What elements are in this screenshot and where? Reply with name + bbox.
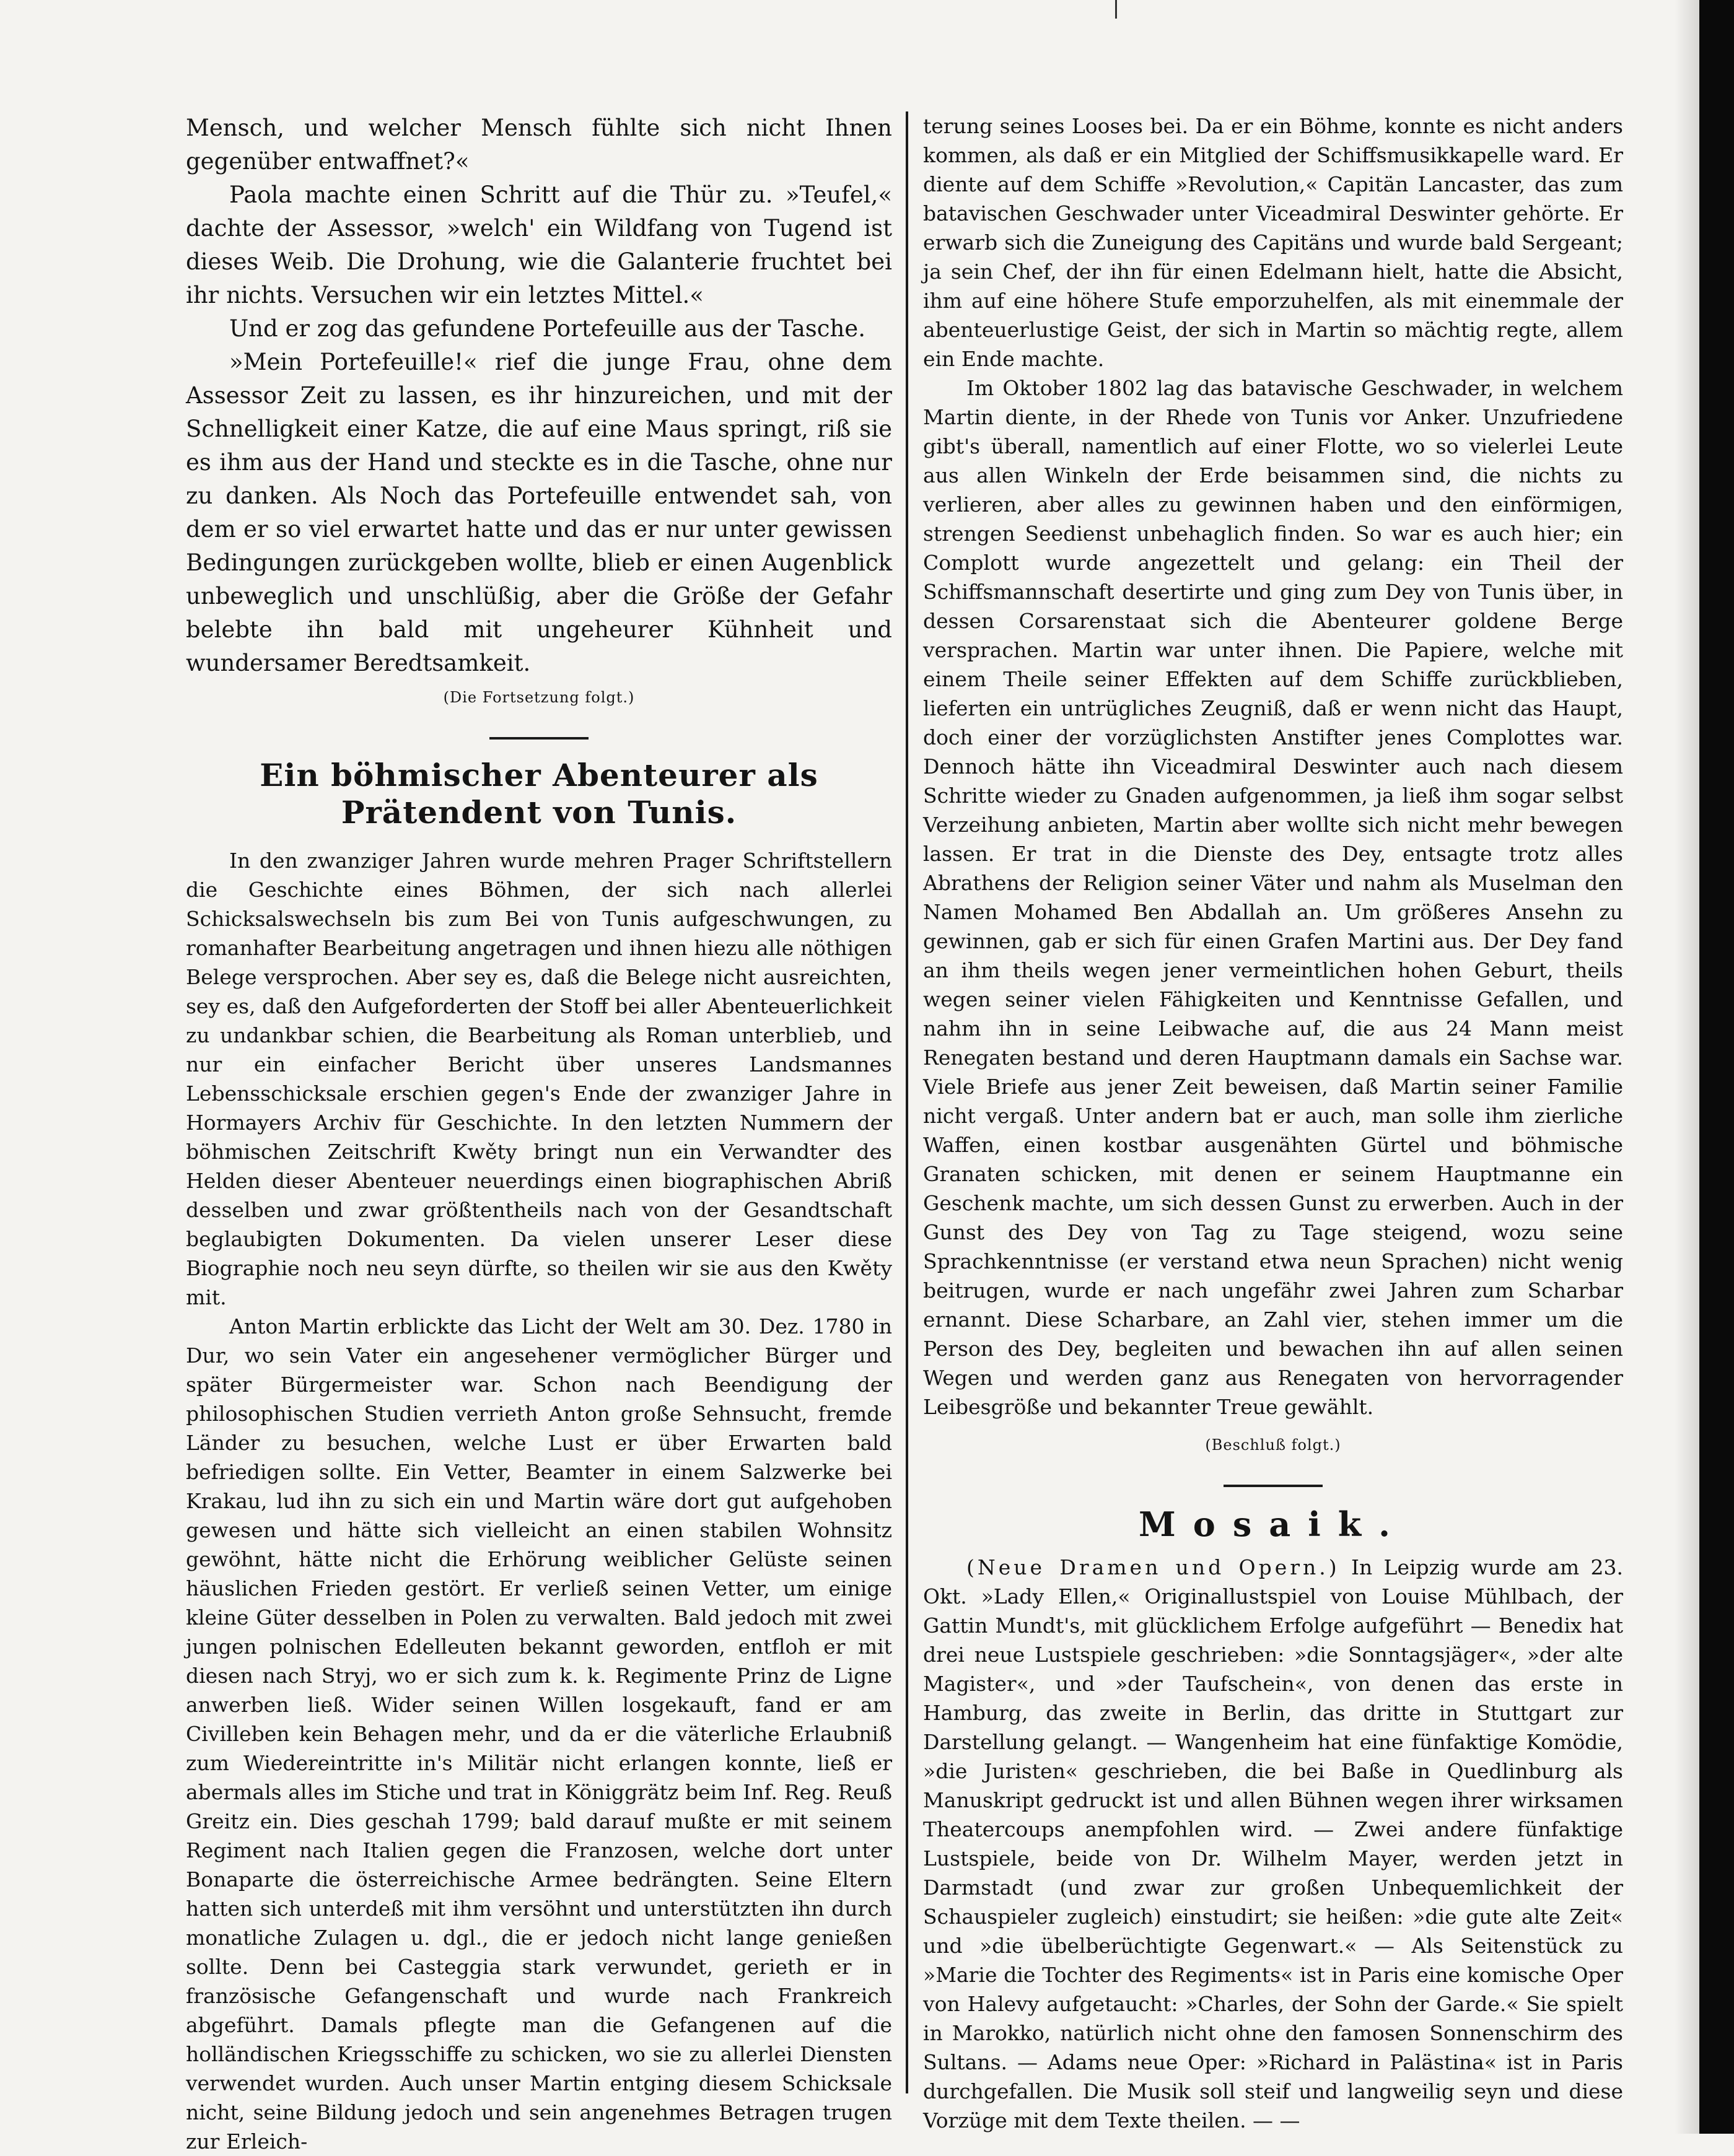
story-paragraph: Mensch, und welcher Mensch fühlte sich nicht Ihnen gegenüber entwaffnet?« [186,115,892,175]
page-shadow [1675,0,1699,2134]
article-paragraph: Im Oktober 1802 lag das batavische Geschwader, in welchem Martin diente, in der Rhede von Tunis vor Anker. Unzufriedene gibt's überall, namentlich auf einer Flotte, wo so vielerlei Leute aus allen Winkeln der Erde beisammen sind, die nichts zu verlieren, aber alles zu gewinnen haben und den einförmigen, strengen Seedienst unbehaglich finden. So war es auch hier; ein Complott wurde angezettelt und gelang: ein Theil der Schiffsmannschaft desertirte und ging zum Dey von Tunis über, in dessen Corsarenstaat sich die Abenteurer goldene Berge versprachen. Martin war unter ihnen. Die Papiere, welche mit einem Theile seiner Effekten auf dem Schiffe zurückblieben, lieferten ein untrügliches Zeugniß, daß er wenn nicht das Haupt, doch einer der vorzüglichsten Anstifter jenes Complottes war. Dennoch hätte ihn Viceadmiral Deswinter auch nach diesem Schritte wieder zu Gnaden aufgenommen, ja ließ ihm sogar selbst Verzeihung anbieten, Martin aber wollte sich nicht mehr bewegen lassen. Er trat in die Dienste des Dey, entsagte trotz alles Abrathens der Religion seiner Väter und nahm als Muselman den Namen Mohamed Ben Abdallah an. Um größeres Ansehn zu gewinnen, gab er sich für einen Grafen Martini aus. Der Dey fand an ihm theils wegen jener vermeintlichen hohen Geburt, theils wegen seiner vielen Fähigkeiten und Kenntnisse Gefallen, und nahm ihn in seine Leibwache auf, die aus 24 Mann meist Renegaten bestand und deren Hauptmann damals ein Sachse war. Viele Briefe aus jener Zeit beweisen, daß Martin seiner Familie nicht vergaß. Unter andern bat er auch, man solle ihm zierliche Waffen, einen kostbar ausgenähten Gürtel und böhmische Granaten schicken, mit denen er seinem Hauptmanne ein Geschenk machte, um sich dessen Gunst zu erwerben. Auch in der Gunst des Dey von Tag zu Tage steigend, wozu seine Sprachkenntnisse (er verstand etwa neun Sprachen) nicht wenig beitrugen, wurde er nach ungefähr zwei Jahren zum Scharbar ernannt. Diese Scharbare, an Zahl vier, stehen immer um die Person des Dey, begleiten und bewachen ihn auf allen seinen Wegen und werden ganz aus Renegaten von hervorragender Leibesgröße und bekannter Treue gewählt. [923,376,1623,1419]
article-paragraph: terung seines Looses bei. Da er ein Böhme, konnte es nicht anders kommen, als daß er ein Mitglied der Schiffsmusikkapelle ward. Er diente auf dem Schiffe »Revolution,« Capitän Lancaster, das zum batavischen Geschwader unter Viceadmiral Deswinter gehörte. Er erwarb sich die Zuneigung des Capitäns und wurde bald Sergeant; ja sein Chef, der ihn für einen Edelmann hielt, hatte die Absicht, ihm auf eine höhere Stufe emporzuhelfen, als mit einemmale der abenteuerlustige Geist, der sich in Martin so mächtig regte, allem ein Ende machte. [923,114,1623,371]
conclusion-note: (Beschluß folgt.) [1205,1436,1341,1454]
section-rule [1224,1485,1323,1487]
column-divider [906,111,908,2093]
article-title: Ein böhmischer Abenteurer als Prätendent von Tunis. [260,757,818,831]
continuation-note: (Die Fortsetzung folgt.) [443,689,635,706]
article-paragraph: Anton Martin erblickte das Licht der Welt am 30. Dez. 1780 in Dur, wo sein Vater ein angesehener vermöglicher Bürger und später Bürgermeister war. Schon nach Beendigung der philosophischen Studien verrieth Anton große Sehnsucht, fremde Länder zu besuchen, welche Lust er über Erwarten bald befriedigen sollte. Ein Vetter, Beamter in einem Salzwerke bei Krakau, lud ihn zu sich ein und Martin wäre dort gut aufgehoben gewesen und hätte sich vielleicht an einen stabilen Wohnsitz gewöhnt, hätte nicht die Erhörung weiblicher Gelüste seinen häuslichen Frieden gestört. Er verließ seinen Vetter, um einige kleine Güter desselben in Polen zu verwalten. Bald jedoch mit zwei jungen polnischen Edelleuten bekannt geworden, entfloh er mit diesen nach Stryj, wo er sich zum k. k. Regimente Prinz de Ligne anwerben ließ. Wider seinen Willen losgekauft, fand er am Civilleben kein Behagen mehr, und da er die väterliche Erlaubniß zum Wiedereintritte in's Militär nicht erlangen konnte, ließ er abermals alles im Stiche und trat in Königgrätz beim Inf. Reg. Reuß Greitz ein. Dies geschah 1799; bald darauf mußte er mit seinem Regiment nach Italien gegen die Franzosen, welche dort unter Bonaparte die österreichische Armee bedrängten. Seine Eltern hatten sich unterdeß mit ihm versöhnt und unterstützten ihn durch monatliche Zulagen u. dgl., die er jedoch nicht lange genießen sollte. Denn bei Casteggia stark verwundet, gerieth er in französische Gefangenschaft und wurde nach Frankreich abgeführt. Damals pflegte man die Gefangenen auf die holländischen Kriegsschiffe zu schicken, wo sie zu allerlei Diensten verwendet wurden. Auch unser Martin entging diesem Schicksale nicht, seine Bildung jedoch und sein angenehmes Betragen trugen zur Erleich- [186,1314,892,2154]
scan-edge [1699,0,1734,2134]
section-rule [489,737,589,740]
story-paragraph: Paola machte einen Schritt auf die Thür zu. »Teufel,« dachte der Assessor, »welch' ein Wildfang von Tugend ist dieses Weib. Die Drohung, wie die Galanterie fruchtet bei ihr nichts. Versuchen wir ein letztes Mittel.« [186,181,892,308]
mosaic-title: Mosaik. [1139,1504,1408,1544]
mosaic-text: In Leipzig wurde am 23. Okt. »Lady Ellen,« Originallustspiel von Louise Mühlbach, der Gattin Mundt's, mit glücklichem Erfolge aufgeführt — Benedix hat drei neue Lustspiele geschrieben: »die Sonntagsjäger«, »der alte Magister«, und »der Taufschein«, von denen das erste in Hamburg, das zweite in Berlin, das dritte in Stuttgart zur Darstellung gelangt. — Wangenheim hat eine fünfaktige Komödie, »die Juristen« geschrieben, die bei Baße in Quedlinburg als Manuskript gedruckt ist und allen Bühnen wegen ihrer wirksamen Theatercoups anempfohlen wird. — Zwei andere fünfaktige Lustspiele, beide von Dr. Wilhelm Mayer, werden jetzt in Darmstadt (und zwar zur großen Unbequemlichkeit der Schauspieler zugleich) einstudirt; sie heißen: »die gute alte Zeit« und »die übelberüchtigte Gegenwart.« — Als Seitenstück zu »Marie die Tochter des Regiments« ist in Paris eine komische Oper von Halevy aufgetaucht: »Charles, der Sohn der Garde.« Sie spielt in Marokko, natürlich nicht ohne den famosen Sonnenschirm des Sultans. — Adams neue Oper: »Richard in Palästina« ist in Paris durchgefallen. Die Musik soll steif und langweilig seyn und diese Vorzüge mit dem Texte theilen. — — [923,1555,1623,2132]
story-paragraph: »Mein Portefeuille!« rief die junge Frau, ohne dem Assessor Zeit zu lassen, es ihr hinzureichen, und mit der Schnelligkeit einer Katze, die auf eine Maus springt, riß sie es ihm aus der Hand und steckte es in die Tasche, ohne nur zu danken. Als Noch das Portefeuille entwendet sah, von dem er so viel erwartet hatte und das er nur unter gewissen Bedingungen zurückgeben wollte, blieb er einen Augenblick unbeweglich und unschlüßig, aber die Größe der Gefahr belebte ihn bald mit ungeheurer Kühnheit und wundersamer Beredtsamkeit. [186,349,892,676]
mosaic-paragraph [923,1553,1623,2135]
right-column [923,111,1623,2135]
story-paragraph: Und er zog das gefundene Portefeuille aus der Tasche. [229,315,865,342]
article-paragraph: In den zwanziger Jahren wurde mehren Prager Schriftstellern die Geschichte eines Böhmen, der sich nach allerlei Schicksalswechseln bis zum Bei von Tunis aufgeschwungen, zu romanhafter Bearbeitung angetragen und ihnen hiezu alle nöthigen Belege versprochen. Aber sey es, daß die Belege nicht ausreichten, sey es, daß den Aufgeforderten der Stoff bei aller Abenteuerlichkeit zu undankbar schien, die Bearbeitung als Roman unterblieb, und nur ein einfacher Bericht über unseres Landsmannes Lebensschicksale erschien gegen's Ende der zwanziger Jahre in Hormayers Archiv für Geschichte. In den letzten Nummern der böhmischen Zeitschrift Kwěty bringt nun ein Verwandter des Helden dieser Abenteuer neuerdings einen biographischen Abriß desselben und zwar größtentheils nach von der Gesandtschaft beglaubigten Dokumenten. Da vielen unserer Leser diese Biographie noch neu seyn dürfte, so theilen wir sie aus den Kwěty mit. [186,849,892,1309]
mosaic-heading: (Neue Dramen und Opern.) [966,1555,1340,1579]
top-tick-mark [1115,0,1117,19]
left-column [186,111,892,2156]
